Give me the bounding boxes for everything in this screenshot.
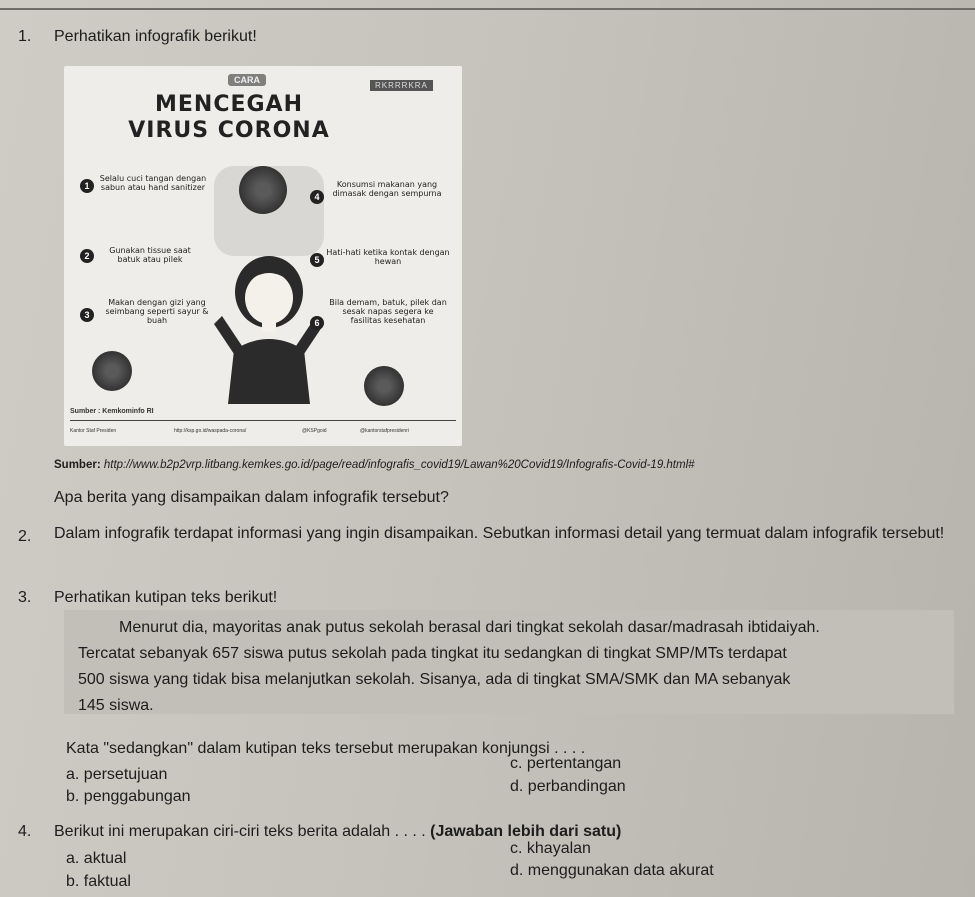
- q3-option-d[interactable]: d. perbandingan: [510, 778, 626, 795]
- infographic-source: Sumber : Kemkominfo RI: [70, 408, 154, 415]
- q3-option-b[interactable]: b. penggabungan: [66, 788, 191, 805]
- footer-instagram: @kantorstafpresidenri: [360, 428, 409, 434]
- q2-text: Dalam infografik terdapat informasi yang ingin disampaikan. Sebutkan informasi detail yang termuat dalam infografik tersebut!: [54, 525, 945, 542]
- q4-option-b[interactable]: b. faktual: [66, 873, 131, 890]
- q4-note: (Jawaban lebih dari satu): [430, 823, 622, 840]
- tip-4-badge: 4: [310, 190, 324, 204]
- tip-4-text: Konsumsi makanan yang dimasak dengan sempurna: [332, 180, 442, 198]
- q4-number: 4.: [18, 823, 32, 840]
- q3-option-a[interactable]: a. persetujuan: [66, 766, 168, 783]
- tip-6-text: Bila demam, batuk, pilek dan sesak napas segera ke fasilitas kesehatan: [329, 298, 447, 325]
- quote-line-1: Menurut dia, mayoritas anak putus sekolah berasal dari tingkat sekolah dasar/madrasah ibtidaiyah.: [119, 619, 820, 636]
- q3-question: Kata "sedangkan" dalam kutipan teks tersebut merupakan konjungsi . . . .: [66, 740, 586, 757]
- q1-question: Apa berita yang disampaikan dalam infografik tersebut?: [54, 489, 449, 506]
- tip-5-text: Hati-hati ketika kontak dengan hewan: [326, 248, 450, 266]
- q4-option-d[interactable]: d. menggunakan data akurat: [510, 862, 714, 879]
- q3-number: 3.: [18, 589, 32, 606]
- tip-1-badge: 1: [80, 179, 94, 193]
- tip-6-badge: 6: [310, 316, 324, 330]
- q3-prompt: Perhatikan kutipan teks berikut!: [54, 589, 278, 606]
- footer-org: Kantor Staf Presiden: [70, 428, 117, 434]
- source-url: http://www.b2p2vrp.litbang.kemkes.go.id/page/read/infografis_covid19/Lawan%20Covid19/Infografis-Covid-19.html#: [103, 459, 695, 471]
- q4-option-a[interactable]: a. aktual: [66, 850, 127, 867]
- infographic-logo: RKRRRKRA: [370, 80, 433, 91]
- virus-illustration: [364, 366, 404, 406]
- infographic-title-line2: VIRUS CORONA: [128, 118, 330, 143]
- footer-url: http://ksp.go.id/waspada-corona/: [174, 428, 247, 434]
- tip-2-badge: 2: [80, 249, 94, 263]
- q1-number: 1.: [18, 28, 32, 45]
- tip-2-text: Gunakan tissue saat batuk atau pilek: [109, 246, 191, 264]
- infographic: [64, 66, 462, 446]
- q2-number: 2.: [18, 528, 32, 545]
- tip-5-badge: 5: [310, 253, 324, 267]
- page-top-border: [0, 8, 975, 10]
- tip-3-badge: 3: [80, 308, 94, 322]
- quote-line-3: 500 siswa yang tidak bisa melanjutkan sekolah. Sisanya, ada di tingkat SMA/SMK dan MA sebanyak: [78, 671, 791, 688]
- q4-text: Berikut ini merupakan ciri-ciri teks berita adalah . . . .: [54, 823, 426, 840]
- quote-line-4: 145 siswa.: [78, 697, 154, 714]
- infographic-badge: CARA: [228, 74, 266, 86]
- infographic-source-citation: [54, 459, 695, 471]
- source-label: Sumber:: [54, 459, 101, 471]
- person-illustration: [214, 254, 324, 404]
- q4-option-c[interactable]: c. khayalan: [510, 840, 591, 857]
- q1-prompt: Perhatikan infografik berikut!: [54, 28, 257, 45]
- infographic-divider: [70, 420, 456, 421]
- tip-1-text: Selalu cuci tangan dengan sabun atau hand sanitizer: [99, 174, 207, 192]
- virus-illustration: [92, 351, 132, 391]
- virus-illustration: [239, 166, 287, 214]
- tip-3-text: Makan dengan gizi yang seimbang seperti sayur & buah: [105, 298, 209, 325]
- quote-line-2: Tercatat sebanyak 657 siswa putus sekolah pada tingkat itu sedangkan di tingkat SMP/MTs terdapat: [78, 645, 787, 662]
- footer-twitter: @KSPgoid: [302, 428, 327, 434]
- q4-question: [54, 822, 621, 842]
- infographic-title-line1: MENCEGAH: [154, 92, 303, 117]
- q3-option-c[interactable]: c. pertentangan: [510, 755, 622, 772]
